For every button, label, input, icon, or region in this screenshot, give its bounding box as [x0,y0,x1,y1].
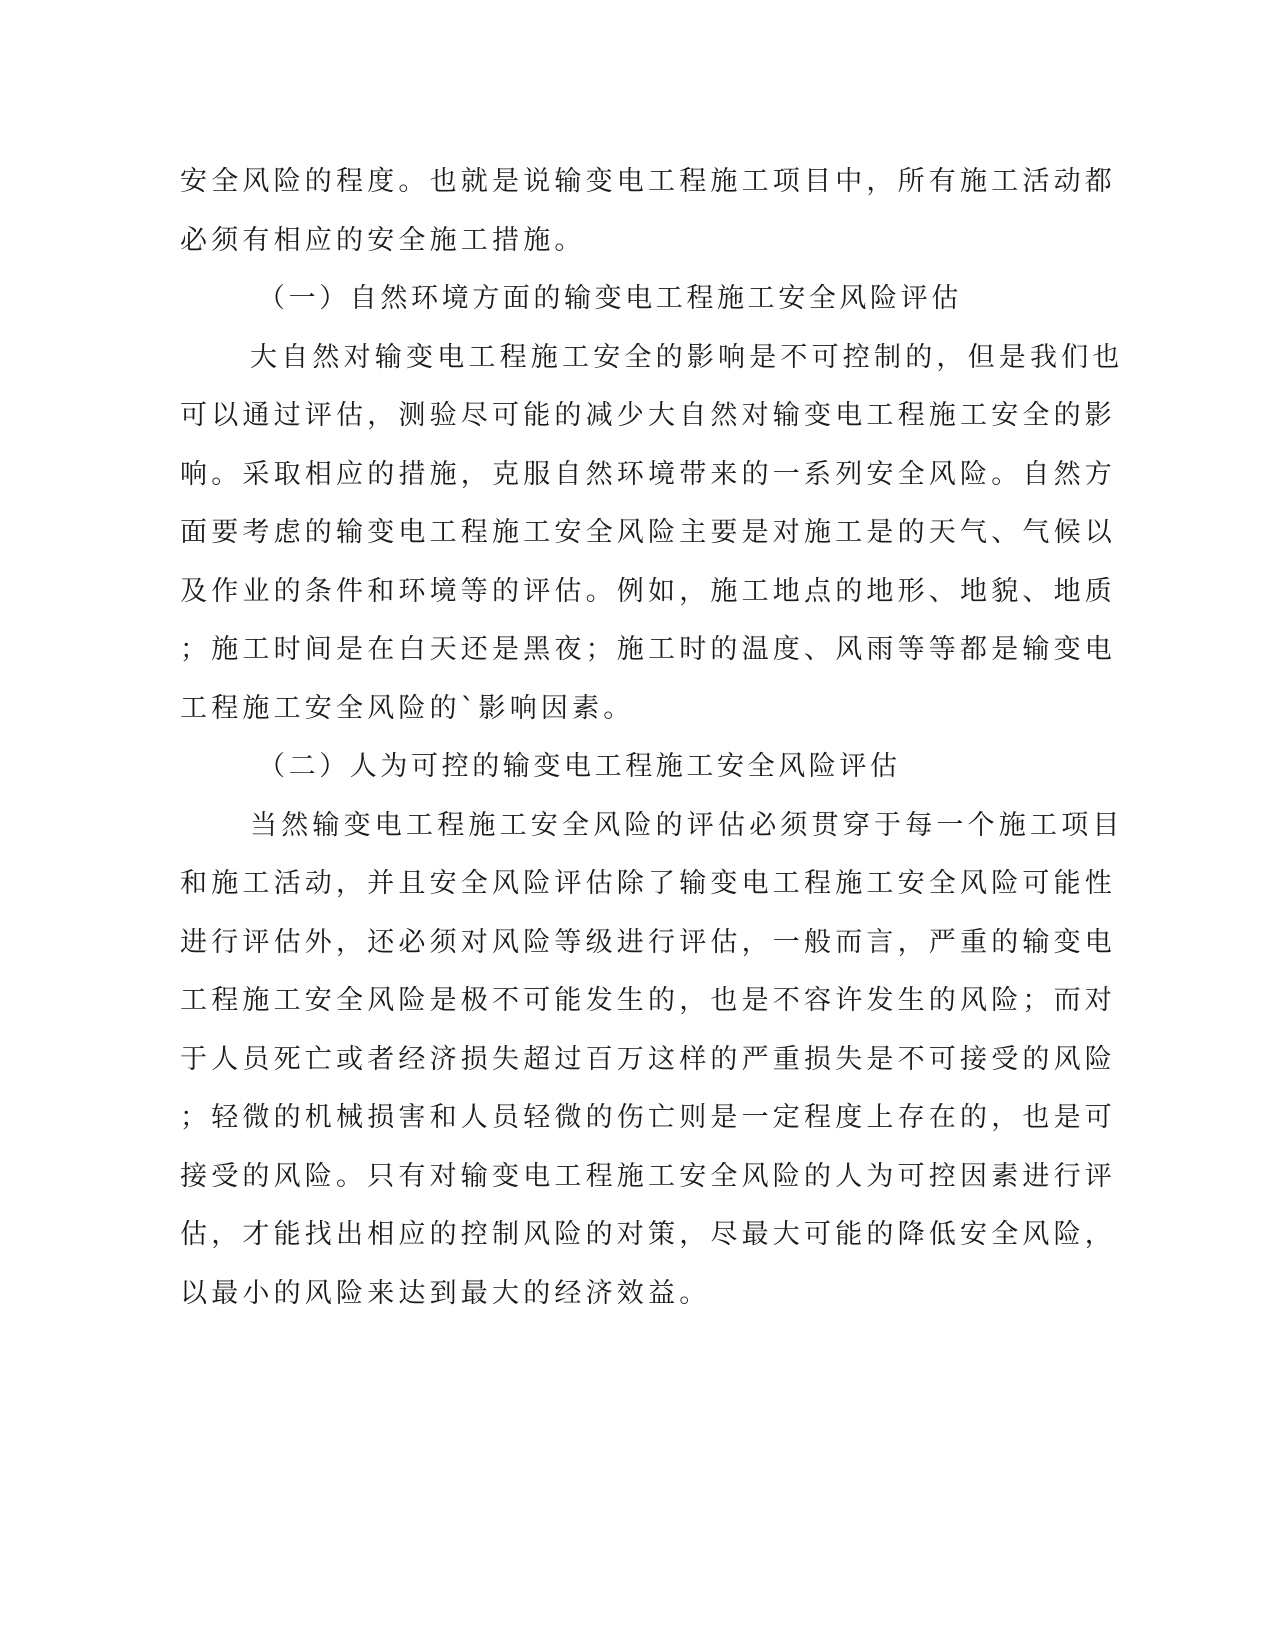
body-line: 必须有相应的安全施工措施。 [180,225,586,256]
body-line: 大自然对输变电工程施工安全的影响是不可控制的，但是我们也 [250,342,1124,373]
body-line: 面要考虑的输变电工程施工安全风险主要是对施工是的天气、气候以 [180,517,1116,548]
body-line: 接受的风险。只有对输变电工程施工安全风险的人为可控因素进行评 [180,1161,1116,1192]
body-line: 响。采取相应的措施，克服自然环境带来的一系列安全风险。自然方 [180,459,1116,490]
body-line: 工程施工安全风险是极不可能发生的，也是不容许发生的风险；而对 [180,985,1116,1016]
body-line: 安全风险的程度。也就是说输变电工程施工项目中，所有施工活动都 [180,166,1116,197]
body-line: ；轻微的机械损害和人员轻微的伤亡则是一定程度上存在的，也是可 [180,1102,1116,1133]
body-line: 工程施工安全风险的`影响因素。 [180,693,635,724]
body-line: 和施工活动，并且安全风险评估除了输变电工程施工安全风险可能性 [180,868,1116,899]
body-line: 以最小的风险来达到最大的经济效益。 [180,1278,711,1309]
section-heading-human-controllable: （二）人为可控的输变电工程施工安全风险评估 [258,751,901,782]
body-line: ；施工时间是在白天还是黑夜；施工时的温度、风雨等等都是输变电 [180,634,1116,665]
body-line: 进行评估外，还必须对风险等级进行评估，一般而言，严重的输变电 [180,927,1116,958]
section-heading-natural-environment: （一）自然环境方面的输变电工程施工安全风险评估 [258,283,962,314]
body-line: 及作业的条件和环境等的评估。例如，施工地点的地形、地貌、地质 [180,576,1116,607]
body-line: 于人员死亡或者经济损失超过百万这样的严重损失是不可接受的风险 [180,1044,1116,1075]
body-line: 可以通过评估，测验尽可能的减少大自然对输变电工程施工安全的影 [180,400,1116,431]
body-line: 当然输变电工程施工安全风险的评估必须贯穿于每一个施工项目 [250,810,1124,841]
body-line: 估，才能找出相应的控制风险的对策，尽最大可能的降低安全风险， [180,1219,1116,1250]
